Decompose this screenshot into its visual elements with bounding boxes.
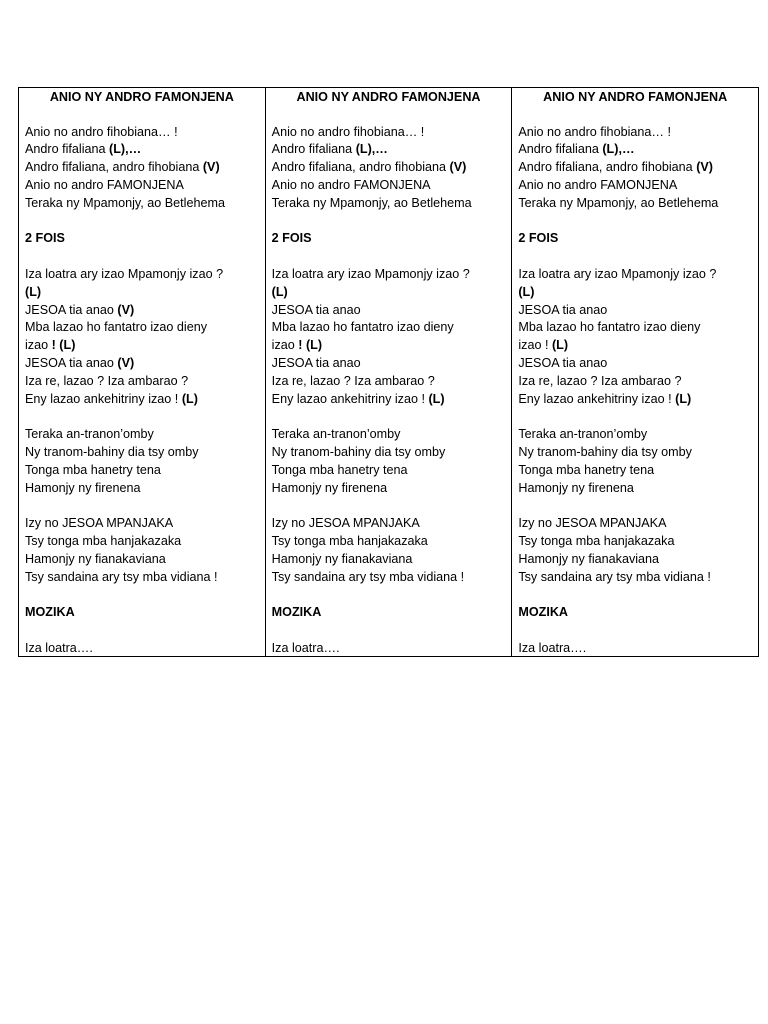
lyric-marker: (L) — [675, 391, 692, 406]
lyric-line — [25, 266, 259, 284]
lyric-text: Eny lazao ankehitriny izao ! — [25, 391, 182, 406]
lyric-text: Ny tranom-bahiny dia tsy omby — [518, 444, 692, 459]
lyric-text: JESOA tia anao — [25, 355, 118, 370]
lyric-line — [25, 177, 259, 195]
lyric-text: Teraka an-tranon’omby — [518, 427, 648, 442]
lyric-line — [272, 533, 506, 551]
lyric-line — [518, 195, 752, 213]
blank-line — [518, 586, 752, 604]
lyric-line — [518, 302, 752, 320]
lyric-line — [272, 141, 506, 159]
lyric-line — [518, 284, 752, 302]
lyric-marker: (L) — [428, 391, 445, 406]
blank-line — [25, 408, 259, 426]
lyric-text: Tonga mba hanetry tena — [518, 462, 655, 477]
lyric-text: Hamonjy ny fianakaviana — [518, 551, 660, 566]
lyric-text: Izy no JESOA MPANJAKA — [25, 516, 174, 531]
lyric-line — [518, 266, 752, 284]
lyric-line — [25, 426, 259, 444]
blank-line — [518, 622, 752, 640]
lyric-marker: (L),… — [109, 142, 142, 157]
lyric-line — [272, 373, 506, 391]
lyric-text: Tsy sandaina ary tsy mba vidiana ! — [518, 569, 711, 584]
blank-line — [25, 586, 259, 604]
lyric-marker: (V) — [449, 160, 467, 175]
lyric-line — [272, 195, 506, 213]
lyric-marker: ! (L) — [51, 338, 76, 353]
lyric-text: Iza loatra…. — [271, 640, 340, 655]
lyric-text: Iza loatra ary izao Mpamonjy izao ? — [271, 266, 470, 281]
lyric-line — [518, 373, 752, 391]
lyric-marker: (L) — [518, 284, 535, 299]
lyric-line — [272, 391, 506, 409]
lyric-text: Mba lazao ho fantatro izao dieny — [518, 320, 701, 335]
lyric-line — [25, 195, 259, 213]
lyric-line — [25, 533, 259, 551]
blank-line — [272, 408, 506, 426]
lyric-line — [25, 337, 259, 355]
lyric-marker: (L) — [25, 284, 42, 299]
lyric-text: izao ! — [518, 338, 552, 353]
lyric-text: Teraka ny Mpamonjy, ao Betlehema — [25, 195, 225, 210]
lyric-text: Mba lazao ho fantatro izao dieny — [271, 320, 454, 335]
blank-line — [272, 586, 506, 604]
song-title: ANIO NY ANDRO FAMONJENA — [49, 90, 234, 104]
lyric-line — [25, 373, 259, 391]
lyric-text: Iza re, lazao ? Iza ambarao ? — [271, 373, 435, 388]
lyric-text: Tonga mba hanetry tena — [271, 462, 408, 477]
lyric-text: Hamonjy ny firenena — [271, 480, 388, 495]
lyric-marker: (V) — [117, 355, 135, 370]
lyric-line — [272, 284, 506, 302]
lyric-line — [518, 551, 752, 569]
lyric-line — [272, 337, 506, 355]
lyric-text: Anio no andro FAMONJENA — [518, 177, 678, 192]
lyric-line — [25, 480, 259, 498]
lyric-marker: MOZIKA — [518, 605, 569, 620]
lyric-marker: 2 FOIS — [518, 231, 559, 246]
lyric-line — [272, 266, 506, 284]
lyric-line — [518, 355, 752, 373]
blank-line — [272, 106, 506, 124]
lyric-text: JESOA tia anao — [518, 302, 608, 317]
lyric-line — [25, 355, 259, 373]
lyric-line — [518, 391, 752, 409]
lyric-text: Ny tranom-bahiny dia tsy omby — [271, 444, 446, 459]
lyric-line — [272, 159, 506, 177]
lyric-text: Tonga mba hanetry tena — [25, 462, 161, 477]
lyric-line — [25, 230, 259, 248]
blank-line — [518, 497, 752, 515]
lyric-text: Andro fifaliana — [25, 142, 110, 157]
lyrics-block — [272, 106, 506, 656]
lyric-line — [518, 141, 752, 159]
lyric-line — [25, 551, 259, 569]
lyric-text: Ny tranom-bahiny dia tsy omby — [25, 444, 199, 459]
blank-line — [518, 408, 752, 426]
lyric-text: Tsy tonga mba hanjakazaka — [518, 533, 675, 548]
lyric-line — [518, 177, 752, 195]
blank-line — [25, 622, 259, 640]
blank-line — [518, 213, 752, 231]
lyric-line — [25, 302, 259, 320]
lyric-text: Tsy tonga mba hanjakazaka — [271, 533, 428, 548]
lyric-text: Anio no andro FAMONJENA — [25, 177, 184, 192]
lyric-text: Anio no andro fihobiana… ! — [271, 124, 425, 139]
lyric-line — [272, 551, 506, 569]
lyric-line — [272, 230, 506, 248]
lyric-marker: 2 FOIS — [271, 231, 312, 246]
song-title: ANIO NY ANDRO FAMONJENA — [296, 90, 481, 104]
lyric-text: Andro fifaliana — [518, 142, 603, 157]
lyric-text: Izy no JESOA MPANJAKA — [271, 516, 420, 531]
lyric-line — [518, 337, 752, 355]
lyric-line — [272, 444, 506, 462]
lyric-text: Tsy sandaina ary tsy mba vidiana ! — [25, 569, 218, 584]
lyric-line — [518, 230, 752, 248]
lyric-marker: 2 FOIS — [25, 231, 65, 246]
lyric-marker: (L),… — [355, 142, 388, 157]
lyric-line — [25, 444, 259, 462]
blank-line — [25, 248, 259, 266]
lyric-text: Hamonjy ny firenena — [25, 480, 141, 495]
lyric-text: Teraka an-tranon’omby — [25, 427, 154, 442]
lyric-text: Hamonjy ny fianakaviana — [271, 551, 413, 566]
lyric-marker: ! (L) — [298, 338, 323, 353]
lyric-line — [518, 124, 752, 142]
lyric-marker: MOZIKA — [25, 605, 75, 620]
blank-line — [25, 213, 259, 231]
lyric-text: Teraka an-tranon’omby — [271, 427, 401, 442]
lyric-text: Hamonjy ny fianakaviana — [25, 551, 166, 566]
lyric-marker: (L) — [551, 338, 569, 353]
lyric-marker: (V) — [696, 160, 713, 175]
lyric-line — [272, 515, 506, 533]
lyric-text: izao — [25, 338, 52, 353]
lyric-text: Iza re, lazao ? Iza ambarao ? — [518, 373, 682, 388]
blank-line — [272, 213, 506, 231]
lyric-marker: (L) — [181, 391, 198, 406]
lyric-text: Andro fifaliana, andro fihobiana — [271, 160, 450, 175]
blank-line — [272, 248, 506, 266]
lyric-line — [25, 569, 259, 587]
lyric-text: Teraka ny Mpamonjy, ao Betlehema — [518, 195, 719, 210]
lyric-line — [272, 426, 506, 444]
lyric-line — [272, 355, 506, 373]
lyric-line — [272, 124, 506, 142]
lyric-text: Andro fifaliana, andro fihobiana — [25, 160, 203, 175]
lyric-text: Iza loatra…. — [25, 640, 93, 655]
lyric-line — [518, 444, 752, 462]
lyric-line — [25, 640, 259, 656]
lyric-line — [272, 569, 506, 587]
blank-line — [272, 497, 506, 515]
lyric-text: Andro fifaliana — [271, 142, 356, 157]
song-column-1 — [19, 88, 266, 656]
lyrics-block — [518, 106, 752, 656]
lyric-text: Teraka ny Mpamonjy, ao Betlehema — [271, 195, 472, 210]
lyric-text: Iza loatra…. — [518, 640, 587, 655]
lyric-line — [25, 159, 259, 177]
lyric-line — [272, 302, 506, 320]
lyric-line — [272, 604, 506, 622]
lyric-line — [25, 462, 259, 480]
blank-line — [272, 622, 506, 640]
lyric-line — [272, 480, 506, 498]
lyric-text: Hamonjy ny firenena — [518, 480, 634, 495]
lyric-text: Eny lazao ankehitriny izao ! — [518, 391, 676, 406]
blank-line — [25, 497, 259, 515]
lyric-marker: (V) — [202, 160, 220, 175]
lyric-text: Anio no andro fihobiana… ! — [518, 124, 671, 139]
lyric-text: Eny lazao ankehitriny izao ! — [271, 391, 429, 406]
lyric-marker: (V) — [117, 302, 135, 317]
lyric-text: Iza loatra ary izao Mpamonjy izao ? — [25, 266, 224, 281]
song-column-3 — [512, 88, 758, 656]
lyric-line — [518, 515, 752, 533]
blank-line — [518, 106, 752, 124]
lyric-text: Izy no JESOA MPANJAKA — [518, 516, 667, 531]
lyric-line — [25, 319, 259, 337]
lyric-line — [272, 462, 506, 480]
lyric-line — [25, 515, 259, 533]
lyric-line — [25, 391, 259, 409]
lyric-line — [25, 604, 259, 622]
lyric-marker: MOZIKA — [271, 605, 322, 620]
lyric-line — [25, 284, 259, 302]
lyric-line — [518, 604, 752, 622]
lyric-text: Iza re, lazao ? Iza ambarao ? — [25, 373, 189, 388]
lyric-line — [518, 480, 752, 498]
lyric-line — [518, 462, 752, 480]
song-table — [18, 87, 759, 657]
lyric-line — [518, 533, 752, 551]
lyric-text: Andro fifaliana, andro fihobiana — [518, 160, 697, 175]
lyric-text: Mba lazao ho fantatro izao dieny — [25, 320, 208, 335]
lyric-text: izao — [271, 338, 299, 353]
blank-line — [518, 248, 752, 266]
lyric-text: Tsy sandaina ary tsy mba vidiana ! — [271, 569, 465, 584]
lyric-marker: (L),… — [602, 142, 635, 157]
lyric-line — [25, 141, 259, 159]
song-column-2 — [266, 88, 513, 656]
lyric-text: Iza loatra ary izao Mpamonjy izao ? — [518, 266, 717, 281]
lyric-marker: (L) — [271, 284, 288, 299]
lyric-line — [518, 319, 752, 337]
lyric-line — [518, 640, 752, 656]
lyric-line — [25, 124, 259, 142]
lyric-line — [272, 640, 506, 656]
lyric-line — [518, 159, 752, 177]
lyric-text: Anio no andro fihobiana… ! — [25, 124, 178, 139]
lyric-text: JESOA tia anao — [25, 302, 118, 317]
lyric-text: JESOA tia anao — [271, 355, 361, 370]
song-title: ANIO NY ANDRO FAMONJENA — [543, 90, 728, 104]
blank-line — [25, 106, 259, 124]
lyric-text: Tsy tonga mba hanjakazaka — [25, 533, 182, 548]
lyric-line — [518, 569, 752, 587]
lyric-line — [272, 319, 506, 337]
lyric-line — [272, 177, 506, 195]
lyric-text: Anio no andro FAMONJENA — [271, 177, 431, 192]
lyric-text: JESOA tia anao — [271, 302, 361, 317]
lyrics-block — [25, 106, 259, 656]
lyric-text: JESOA tia anao — [518, 355, 608, 370]
lyric-line — [518, 426, 752, 444]
